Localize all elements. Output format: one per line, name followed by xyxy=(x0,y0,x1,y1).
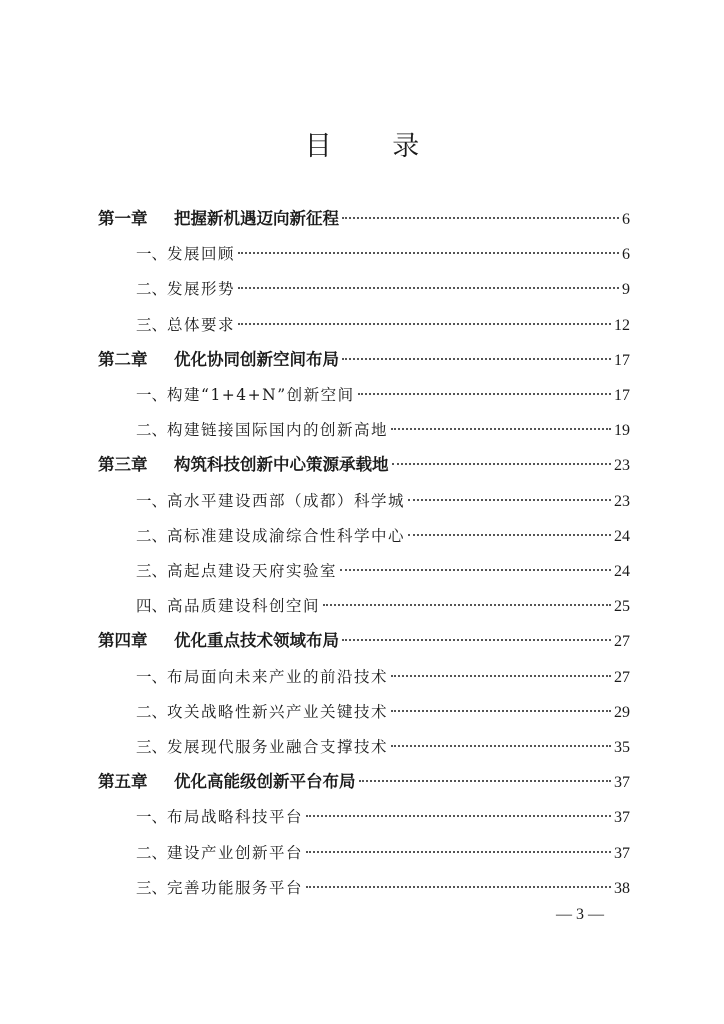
toc-entry-number: 三、 xyxy=(136,562,168,580)
toc-entry-title: 攻关战略性新兴产业关键技术 xyxy=(167,703,389,721)
toc-entry-number: 第三章 xyxy=(98,455,148,474)
toc-entry-title: 构筑科技创新中心策源承载地 xyxy=(174,455,389,474)
toc-entry-number: 一、 xyxy=(136,245,168,263)
toc-leader-dots xyxy=(238,252,619,254)
toc-entry-number: 二、 xyxy=(136,280,168,298)
toc-entry-page: 17 xyxy=(614,387,630,404)
toc-entry-page: 23 xyxy=(614,493,630,510)
toc-entry-page: 37 xyxy=(614,845,630,862)
toc-chapter-entry[interactable] xyxy=(98,347,630,373)
toc-leader-dots xyxy=(392,463,612,465)
toc-entry-title: 布局战略科技平台 xyxy=(167,808,304,826)
toc-entry-page: 24 xyxy=(614,528,630,545)
toc-leader-dots xyxy=(342,358,611,360)
toc-leader-dots xyxy=(238,287,619,289)
toc-entry-page: 23 xyxy=(614,457,630,474)
toc-entry-page: 27 xyxy=(614,633,630,650)
toc-leader-dots xyxy=(306,886,611,888)
toc-entry-title: 构建链接国际国内的创新高地 xyxy=(167,421,389,439)
toc-chapter-entry[interactable] xyxy=(98,628,630,654)
toc-section-entry[interactable] xyxy=(136,699,630,725)
toc-entry-page: 37 xyxy=(614,809,630,826)
toc-leader-dots xyxy=(306,851,611,853)
toc-entry-title: 发展形势 xyxy=(167,280,236,298)
toc-leader-dots xyxy=(391,428,611,430)
toc-entry-page: 6 xyxy=(622,246,630,263)
toc-entry-number: 二、 xyxy=(136,421,168,439)
toc-leader-dots xyxy=(238,323,611,325)
toc-entry-page: 25 xyxy=(614,598,630,615)
toc-entry-number: 一、 xyxy=(136,808,168,826)
toc-leader-dots xyxy=(342,217,619,219)
toc-entry-title: 发展现代服务业融合支撑技术 xyxy=(167,738,389,756)
toc-section-entry[interactable] xyxy=(136,417,630,443)
toc-section-entry[interactable] xyxy=(136,840,630,866)
toc-entry-number: 第一章 xyxy=(98,209,148,228)
toc-entry-number: 三、 xyxy=(136,738,168,756)
toc-entry-number: 二、 xyxy=(136,703,168,721)
toc-section-entry[interactable] xyxy=(136,734,630,760)
toc-section-entry[interactable] xyxy=(136,312,630,338)
toc-entry-page: 29 xyxy=(614,704,630,721)
toc-entry-page: 12 xyxy=(614,317,630,334)
toc-entry-title: 总体要求 xyxy=(167,316,236,334)
toc-entry-page: 19 xyxy=(614,422,630,439)
toc-entry-number: 一、 xyxy=(136,668,168,686)
toc-section-entry[interactable] xyxy=(136,593,630,619)
toc-entry-number: 二、 xyxy=(136,527,168,545)
toc-entry-number: 第四章 xyxy=(98,631,148,650)
toc-entry-title: 高品质建设科创空间 xyxy=(167,597,321,615)
toc-entry-title: 完善功能服务平台 xyxy=(167,879,304,897)
toc-entry-title: 优化高能级创新平台布局 xyxy=(174,772,356,791)
toc-entry-number: 一、 xyxy=(136,386,168,404)
toc-leader-dots xyxy=(359,780,612,782)
toc-entry-title: 布局面向未来产业的前沿技术 xyxy=(167,668,389,686)
toc-chapter-entry[interactable] xyxy=(98,206,630,232)
toc-entry-number: 四、 xyxy=(136,597,168,615)
toc-section-entry[interactable] xyxy=(136,382,630,408)
toc-section-entry[interactable] xyxy=(136,241,630,267)
page-number: — 3 — xyxy=(556,906,604,923)
toc-leader-dots xyxy=(342,639,611,641)
toc-entry-title: 高起点建设天府实验室 xyxy=(167,562,338,580)
toc-section-entry[interactable] xyxy=(136,558,630,584)
toc-chapter-entry[interactable] xyxy=(98,452,630,478)
toc-leader-dots xyxy=(306,815,611,817)
toc-leader-dots xyxy=(391,745,611,747)
toc-leader-dots xyxy=(408,534,611,536)
toc-leader-dots xyxy=(391,675,611,677)
toc-entry-title: 优化重点技术领域布局 xyxy=(174,631,339,650)
page-title: 目 录 xyxy=(304,131,446,162)
toc-entry-number: 三、 xyxy=(136,879,168,897)
toc-entry-page: 38 xyxy=(614,880,630,897)
toc-entry-title: 构建“1+4+N”创新空间 xyxy=(167,386,355,404)
toc-entry-page: 27 xyxy=(614,669,630,686)
toc-entry-title: 把握新机遇迈向新征程 xyxy=(174,209,339,228)
toc-entry-number: 三、 xyxy=(136,316,168,334)
toc-section-entry[interactable] xyxy=(136,523,630,549)
toc-leader-dots xyxy=(391,710,611,712)
toc-entry-title: 发展回顾 xyxy=(167,245,236,263)
toc-entry-page: 6 xyxy=(622,211,630,228)
toc-entry-title: 建设产业创新平台 xyxy=(167,844,304,862)
toc-entry-title: 高标准建设成渝综合性科学中心 xyxy=(167,527,406,545)
toc-leader-dots xyxy=(340,569,611,571)
toc-entry-number: 第二章 xyxy=(98,350,148,369)
toc-section-entry[interactable] xyxy=(136,488,630,514)
toc-entry-page: 35 xyxy=(614,739,630,756)
toc-entry-page: 24 xyxy=(614,563,630,580)
toc-section-entry[interactable] xyxy=(136,276,630,302)
toc-section-entry[interactable] xyxy=(136,804,630,830)
toc-section-entry[interactable] xyxy=(136,664,630,690)
toc-entry-title: 优化协同创新空间布局 xyxy=(174,350,339,369)
toc-leader-dots xyxy=(358,393,611,395)
toc-entry-title: 高水平建设西部（成都）科学城 xyxy=(167,492,406,510)
toc-section-entry[interactable] xyxy=(136,875,630,901)
toc-entry-number: 第五章 xyxy=(98,772,148,791)
toc-entry-number: 一、 xyxy=(136,492,168,510)
toc-entry-number: 二、 xyxy=(136,844,168,862)
toc-entry-page: 9 xyxy=(622,281,630,298)
toc-leader-dots xyxy=(323,604,611,606)
toc-leader-dots xyxy=(408,499,611,501)
toc-chapter-entry[interactable] xyxy=(98,769,630,795)
toc-entry-page: 37 xyxy=(614,774,630,791)
toc-entry-page: 17 xyxy=(614,352,630,369)
